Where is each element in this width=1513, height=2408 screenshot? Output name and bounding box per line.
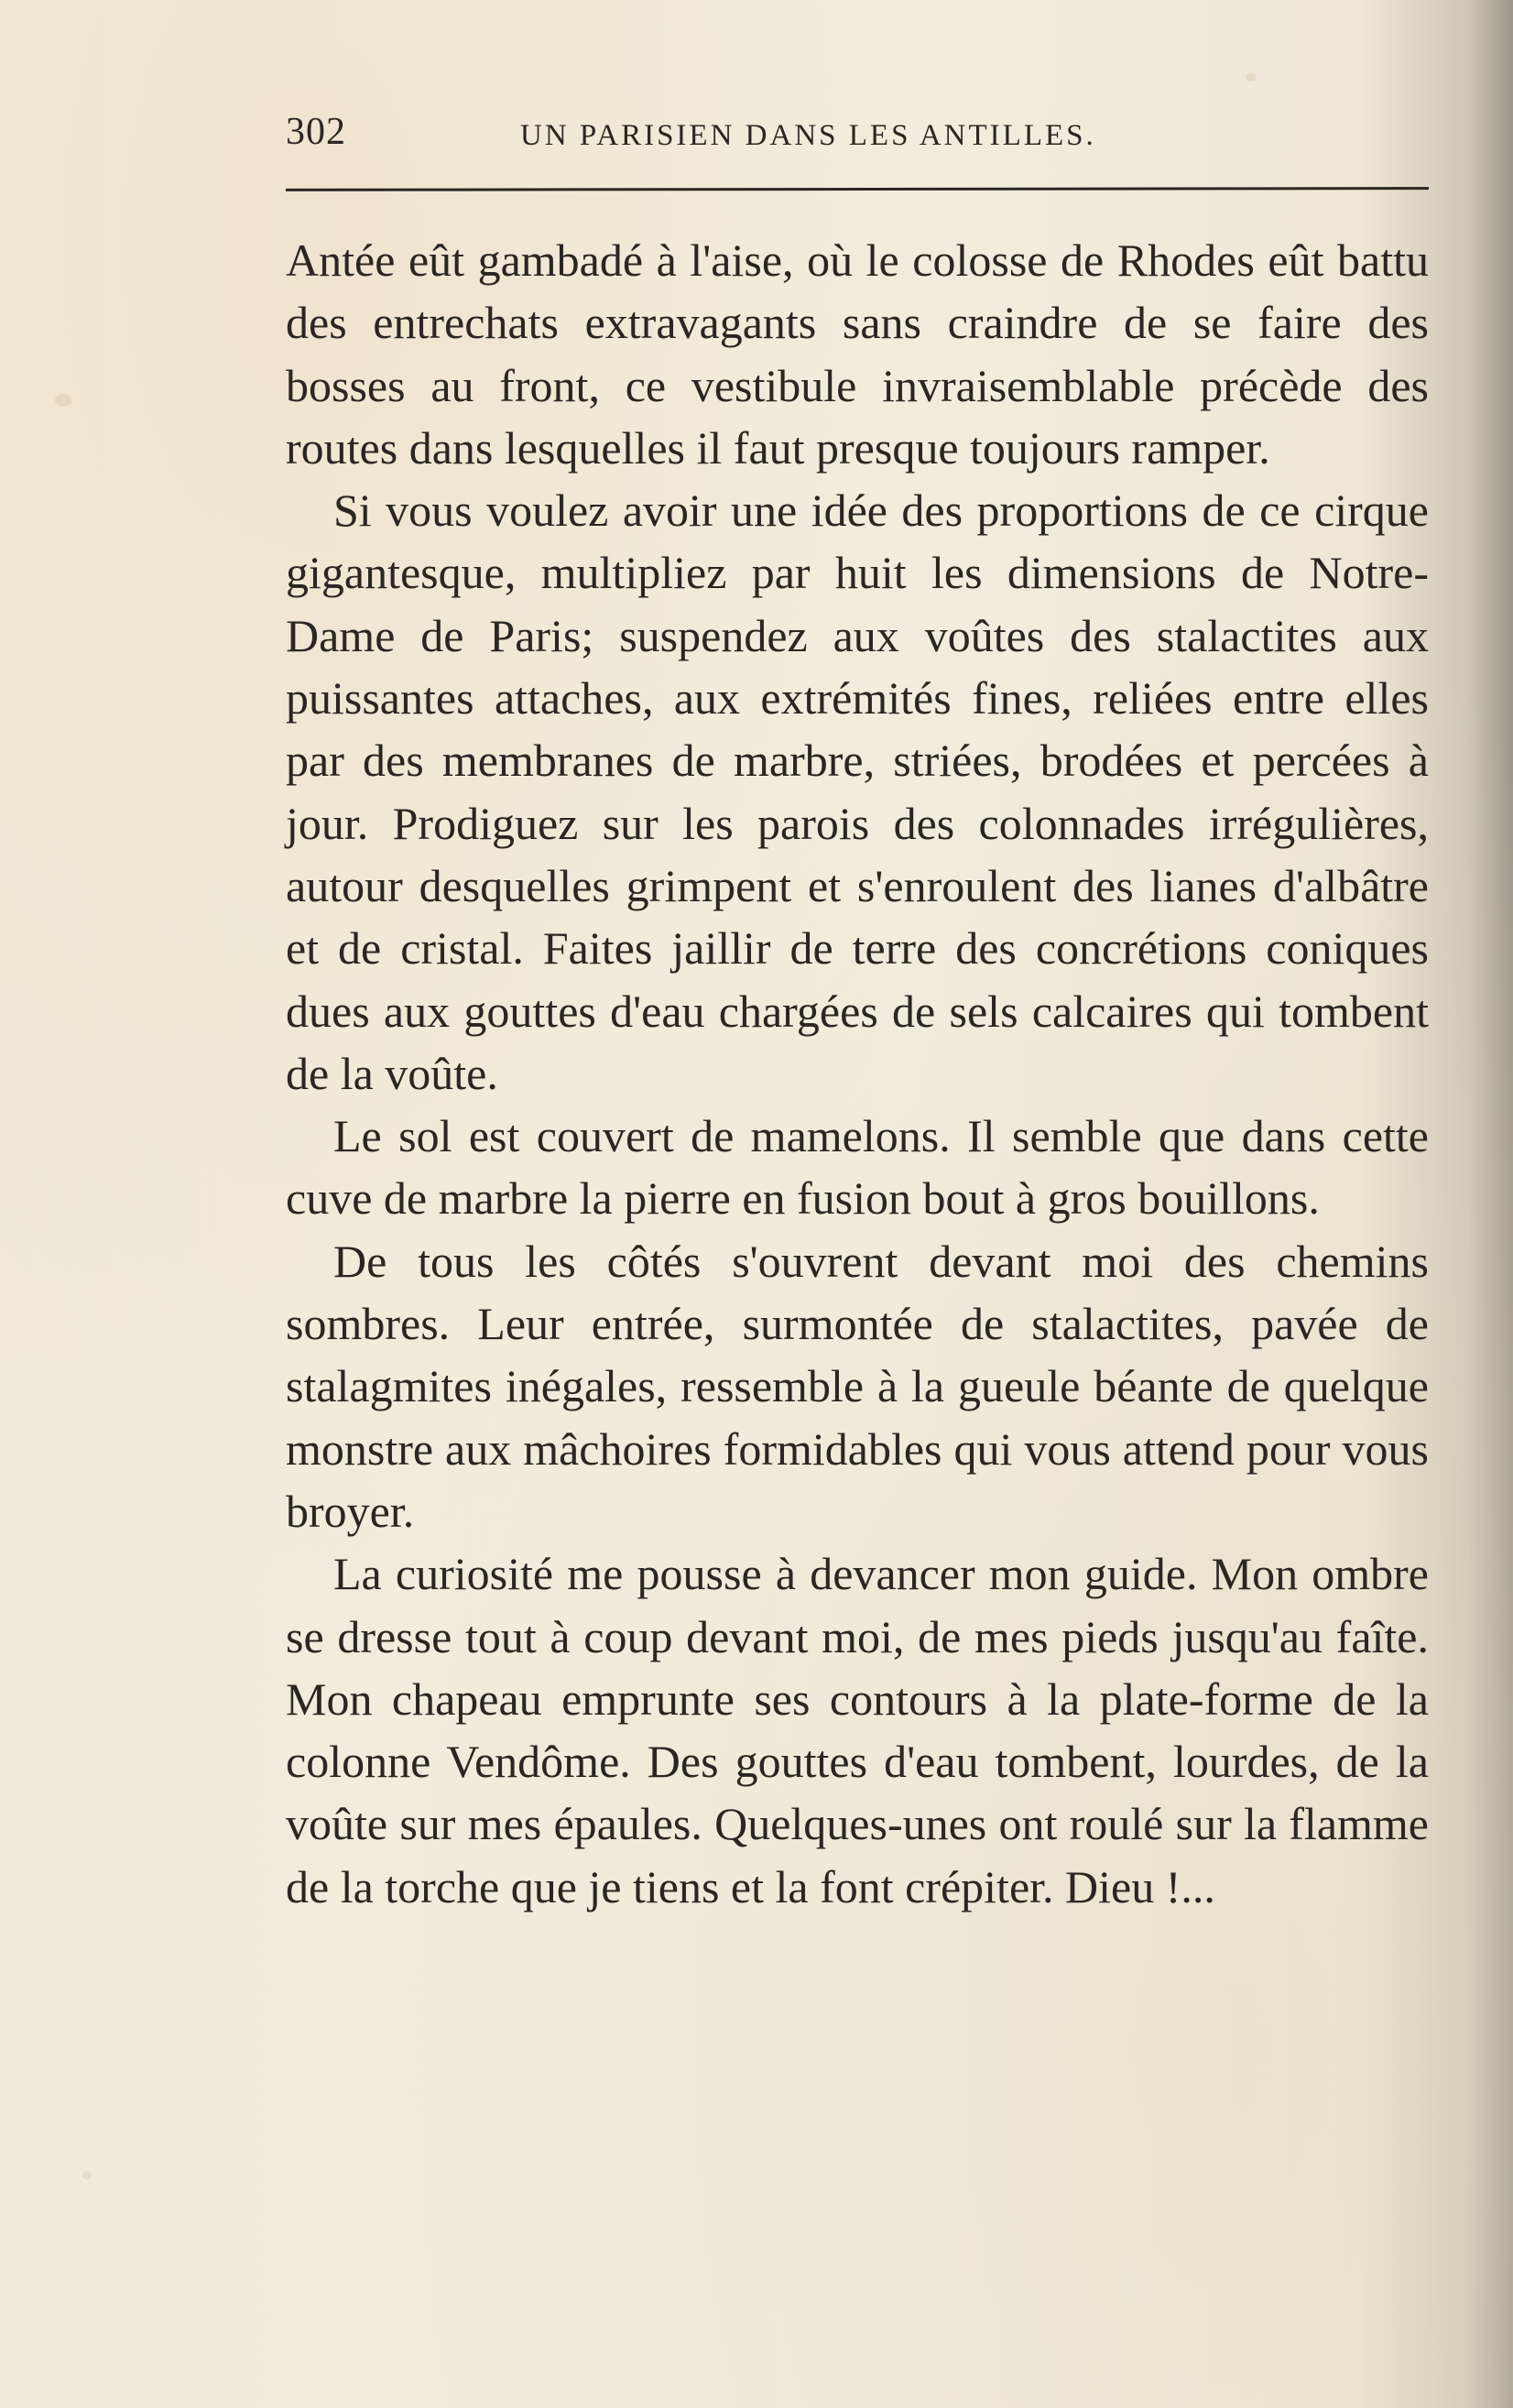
paper-stain <box>55 394 71 407</box>
paragraph: Si vous voulez avoir une idée des proportions de ce cirque gigantesque, multipliez par huit les dimensions de Notre-Dame de Paris; suspendez aux voûtes des stalactites aux puissantes attaches, aux extrémités fines, reliées entre elles par des membranes de marbre, striées, brodées et percées à jour. Prodiguez sur les parois des colonnades irrégulières, autour desquelles grimpent et s'enroulent des lianes d'albâtre et de cristal. Faites jaillir de terre des concrétions coniques dues aux gouttes d'eau chargées de sels calcaires qui tombent de la voûte. <box>286 485 1429 1099</box>
paragraph: Le sol est couvert de mamelons. Il semble que dans cette cuve de marbre la pierre en fusion bout à gros bouillons. <box>286 1110 1429 1225</box>
paper-stain <box>1246 73 1257 82</box>
paragraph: Antée eût gambadé à l'aise, où le colosse de Rhodes eût battu des entrechats extravagants sans craindre de se faire des bosses au front, ce vestibule invraisemblable précède des routes dans lesquelles il faut presque toujours ramper. <box>286 234 1429 474</box>
body-text <box>286 229 1429 1918</box>
header-rule <box>286 187 1429 191</box>
paragraph: La curiosité me pousse à devancer mon guide. Mon ombre se dresse tout à coup devant moi, de mes pieds jusqu'au faîte. Mon chapeau emprunte ses contours à la plate-forme de la colonne Vendôme. Des gouttes d'eau tombent, lourdes, de la voûte sur mes épaules. Quelques-unes ont roulé sur la flamme de la torche que je tiens et la font crépiter. Dieu !... <box>286 1548 1429 1912</box>
running-title: UN PARISIEN DANS LES ANTILLES. <box>520 119 1096 152</box>
page-number: 302 <box>286 111 346 153</box>
running-header <box>286 110 1429 165</box>
paragraph: De tous les côtés s'ouvrent devant moi des chemins sombres. Leur entrée, surmontée de stalactites, pavée de stalagmites inégales, ressemble à la gueule béante de quelque monstre aux mâchoires formidables qui vous attend pour vous broyer. <box>286 1235 1429 1537</box>
paper-stain <box>82 2171 92 2180</box>
